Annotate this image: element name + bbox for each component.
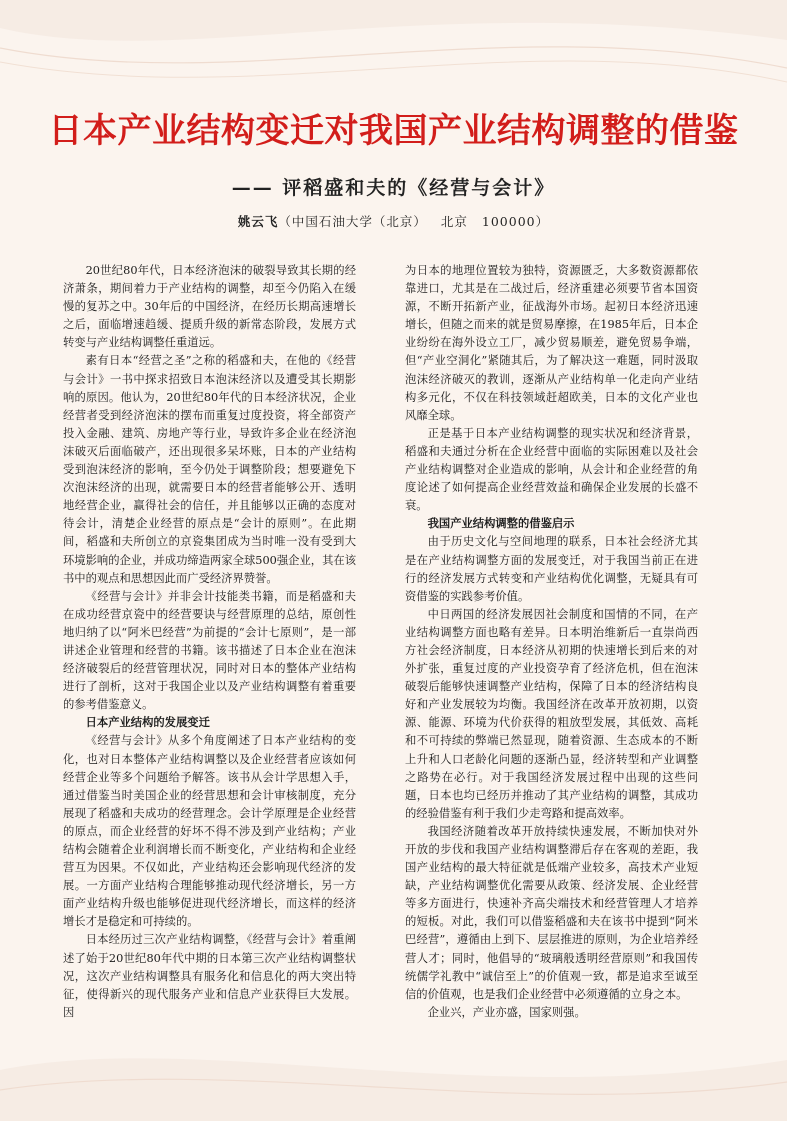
- paragraph: 20世纪80年代，日本经济泡沫的破裂导致其长期的经济萧条，期间着力于产业结构的调整，却至今仍陷入在缓慢的复苏之中。30年后的中国经济，在经历长期高速增长之后，面临增速趋缓、提质升级的新常态阶段，发展方式转变与产业结构调整任重道远。: [63, 264, 356, 350]
- paragraph: 由于历史文化与空间地理的联系，日本社会经济尤其是在产业结构调整方面的发展变迁，对于我国当前正在进行的经济发展方式转变和产业结构优化调整，无疑具有可资借鉴的实践参考价值。: [405, 535, 698, 603]
- paragraph: 我国经济随着改革开放持续快速发展，不断加快对外开放的步伐和我国产业结构调整滞后存在客观的差距，我国产业结构的最大特征就是低端产业较多，高技术产业短缺，产业结构调整优化需要从政策、经济发展、企业经营等多方面进行，快速补齐高尖端技术和经营管理人才培养的短板。对此，我们可以借鉴稻盛和夫在该书中提到“阿米巴经营”，遵循由上到下、层层推进的原则，为企业培养经营人才；同时，他倡导的“玻璃般透明经营原则”和我国传统儒学礼教中“诚信至上”的价值观一致，都是追求至诚至信的价值观，也是我们企业经营中必须遵循的立身之本。: [405, 824, 698, 1001]
- paragraph: 日本经历过三次产业结构调整，《经营与会计》着重阐述了始于20世纪80年代中期的日本第三次产业结构调整状况，这次产业结构调整具有服务化和信息化的两大突出特征，使得新兴的现代服务产业和信息产业获得巨大发展。因: [63, 933, 356, 1019]
- paragraph: 《经营与会计》从多个角度阐述了日本产业结构的变化，也对日本整体产业结构调整以及企业经营者应该如何经营企业等多个问题给予解答。该书从会计学思想入手，通过借鉴当时美国企业的经营思想和会计审核制度，充分展现了稻盛和夫成功的经营理念。会计学原理是企业经营的原点，而企业经营的好坏不得不涉及到产业结构；产业结构会随着企业利润增长而不断变化，产业结构和企业经营互为因果。不仅如此，产业结构还会影响现代经济的发展。一方面产业结构合理能够推动现代经济增长，另一方面产业结构升级也能够促进现代经济增长，而这样的经济增长才是稳定和可持续的。: [63, 734, 356, 929]
- section-heading: 我国产业结构调整的借鉴启示: [427, 517, 575, 531]
- paragraph: 《经营与会计》并非会计技能类书籍，而是稻盛和夫在成功经营京瓷中的经营要诀与经营原理的总结，原创性地归纳了以“阿米巴经营”为前提的“会计七原则”，是一部讲述企业管理和经营的书籍。该书描述了日本企业在泡沫经济破裂后的经营管理状况，同时对日本的整体产业结构进行了剖析，这对于我国企业以及产业结构调整有着重要的参考借鉴意义。: [63, 589, 356, 712]
- paragraph: 素有日本“经营之圣”之称的稻盛和夫，在他的《经营与会计》一书中探求招致日本泡沫经济以及遭受其长期影响的原因。他认为，20世纪80年代的日本经济状况，企业经营者受到经济泡沫的摆布而重复过度投资，将全部资产投入金融、建筑、房地产等行业，导致许多企业在经济泡沫破灭后面临破产，还出现很多呆坏账，日本的产业结构受到泡沫经济的影响，至今仍处于调整阶段；想要避免下次泡沫经济的出现，就需要日本的经营者能够公开、透明地经营企业，赢得社会的信任，并且能够以正确的态度对待会计，清楚企业经营的原点是“会计的原则”。在此期间，稻盛和夫所创立的京瓷集团成为当时唯一没有受到大环境影响的企业，并成功缔造两家全球500强企业，其在该书中的观点和思想因此而广受经济界赞誉。: [63, 354, 356, 585]
- article-title: 日本产业结构变迁对我国产业结构调整的借鉴: [48, 111, 739, 151]
- author-postcode: 100000）: [481, 214, 550, 229]
- right-column: [405, 262, 698, 1022]
- left-column: [63, 262, 356, 1022]
- paragraph: 中日两国的经济发展因社会制度和国情的不同，在产业结构调整方面也略有差异。日本明治维新后一直崇尚西方社会经济制度，日本经济从初期的快速增长到后来的对外扩张，重复过度的产业投资孕育了经济危机，但在泡沫破裂后能够快速调整产业结构，保障了日本的经济结构良好和产业发展较为均衡。我国经济在改革开放初期，以资源、能源、环境为代价获得的粗放型发展，其低效、高耗和不可持续的弊端已然显现，随着资源、生态成本的不断上升和人口老龄化问题的逐渐凸显，经济转型和产业调整之路势在必行。对于我国经济发展过程中出现的这些问题，日本也均已经历并推动了其产业结构的调整，其成功的经验借鉴有利于我们少走弯路和提高效率。: [405, 607, 698, 820]
- author-affiliation: （中国石油大学（北京）: [278, 214, 427, 229]
- paragraph: 正是基于日本产业结构调整的现实状况和经济背景，稻盛和夫通过分析在企业经营中面临的实际困难以及社会产业结构调整对企业造成的影响，从会计和企业经营的角度论述了如何提高企业经营效益和确保企业发展的长盛不衰。: [405, 426, 698, 513]
- paragraph-continued: 为日本的地理位置较为独特，资源匮乏，大多数资源都依靠进口，尤其是在二战过后，经济重建必须要节省本国资源，不断开拓新产业，征战海外市场。起初日本经济迅速增长，但随之而来的就是贸易摩擦，在1985年后，日本企业纷纷在海外设立工厂，减少贸易顺差，避免贸易争端，但“产业空洞化”紧随其后，为了解决这一难题，同时汲取泡沫经济破灭的教训，逐渐从产业结构单一化走向产业结构多元化，不仅在科技领域赶超欧美，日本的文化产业也风靡全球。: [405, 264, 698, 422]
- section-heading: 日本产业结构的发展变迁: [85, 716, 210, 730]
- paragraph: 企业兴，产业亦盛，国家则强。: [427, 1005, 586, 1019]
- article-subtitle: —— 评稻盛和夫的《经营与会计》: [231, 177, 556, 199]
- author-byline: [0, 212, 787, 230]
- author-city: 北京: [440, 214, 468, 229]
- author-name: 姚云飞: [237, 214, 279, 229]
